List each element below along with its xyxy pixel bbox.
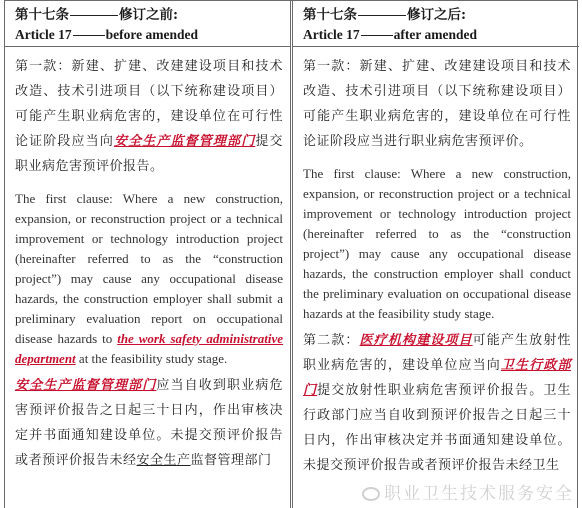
text-span: at the feasibility study stage. xyxy=(78,351,228,366)
text-span: 监督管理部门 xyxy=(190,453,272,468)
em-dash xyxy=(70,15,118,16)
watermark-text: 职业卫生技术服务安全 xyxy=(384,484,574,504)
after-clause1-zh: 第一款：新建、扩建、改建建设项目和技术改造、技术引进项目（以下统称建设项目）可能产生职业病危害的，建设单位在可行性论证阶段应当进行职业病危害预评价。 xyxy=(303,59,571,149)
after-clause2-zh xyxy=(303,328,571,478)
before-title-zh-article: 第十七条 xyxy=(15,7,69,23)
before-title-zh xyxy=(15,5,281,25)
before-title-en-label: before amended xyxy=(105,27,198,42)
text-span: 提交职业病危害预评价报告。 xyxy=(15,134,283,174)
before-header xyxy=(5,1,291,47)
before-title-en-article: Article 17 xyxy=(15,27,72,42)
em-dash xyxy=(73,35,105,36)
before-clause1-zh xyxy=(15,54,283,179)
watermark xyxy=(362,479,574,504)
after-title-zh-label: 修订之后: xyxy=(407,7,466,23)
before-body xyxy=(5,48,291,508)
before-clause1-en xyxy=(15,189,283,369)
text-span: 可能产生放射性职业病危害的，建设单位应当向 xyxy=(303,333,571,373)
before-title-en xyxy=(15,25,281,45)
text-span: The first clause: Where a new construction, expansion, or reconstruction project or a technical improvement or technology introduction project (hereinafter referred to as the “construction project”) may cause any occupational disease hazards, the construction employer shall submit a preliminary evaluation report on occupational disease hazards to xyxy=(15,191,283,346)
em-dash xyxy=(361,35,393,36)
highlight-authority: 安全生产监督管理部门 xyxy=(15,378,157,393)
text-span: 安全生产 xyxy=(136,453,191,468)
after-title-zh xyxy=(303,5,569,25)
before-title-zh-label: 修订之前: xyxy=(119,7,178,23)
highlight-health-department: 卫生行政部门 xyxy=(303,358,571,398)
after-title-en xyxy=(303,25,569,45)
text-span: 提交放射性职业病危害预评价报告。卫生行政部门应当自收到预评价报告之日起三十日内，作出审核决定并书面通知建设单位。未提交预评价报告或者预评价报告未经卫生 xyxy=(303,383,571,473)
after-clause1-en: The first clause: Where a new construction, expansion, or reconstruction project or a technical improvement or technology introduction project (hereinafter referred to as the “construction project”) may cause any occupational disease hazards, the construction employer shall conduct the preliminary evaluation on occupational disease hazards at the feasibility study stage. xyxy=(303,166,571,321)
text-span: 应当自收到职业病危害预评价报告之日起三十日内，作出审核决定并书面通知建设单位。未提交预评价报告或者预评价报告未经 xyxy=(15,378,283,468)
highlight-medical-project: 医疗机构建设项目 xyxy=(359,333,473,348)
highlight-authority: 安全生产监督管理部门 xyxy=(113,134,256,149)
after-body xyxy=(293,48,579,508)
text-span: 第二款： xyxy=(303,333,360,348)
text-span: 第一款：新建、扩建、改建建设项目和技术改造、技术引进项目（以下统称建设项目）可能产生职业病危害的，建设单位在可行性论证阶段应当向 xyxy=(15,59,283,149)
em-dash xyxy=(358,15,406,16)
before-clause2-zh xyxy=(15,373,283,473)
before-column xyxy=(5,1,291,508)
amendment-comparison-table xyxy=(4,0,578,508)
wechat-icon xyxy=(362,487,380,501)
after-header xyxy=(293,1,579,47)
highlight-authority-en: the work safety administrative department xyxy=(15,331,283,366)
after-column xyxy=(293,1,579,508)
after-title-zh-article: 第十七条 xyxy=(303,7,357,23)
after-title-en-article: Article 17 xyxy=(303,27,360,42)
after-title-en-label: after amended xyxy=(393,27,477,42)
